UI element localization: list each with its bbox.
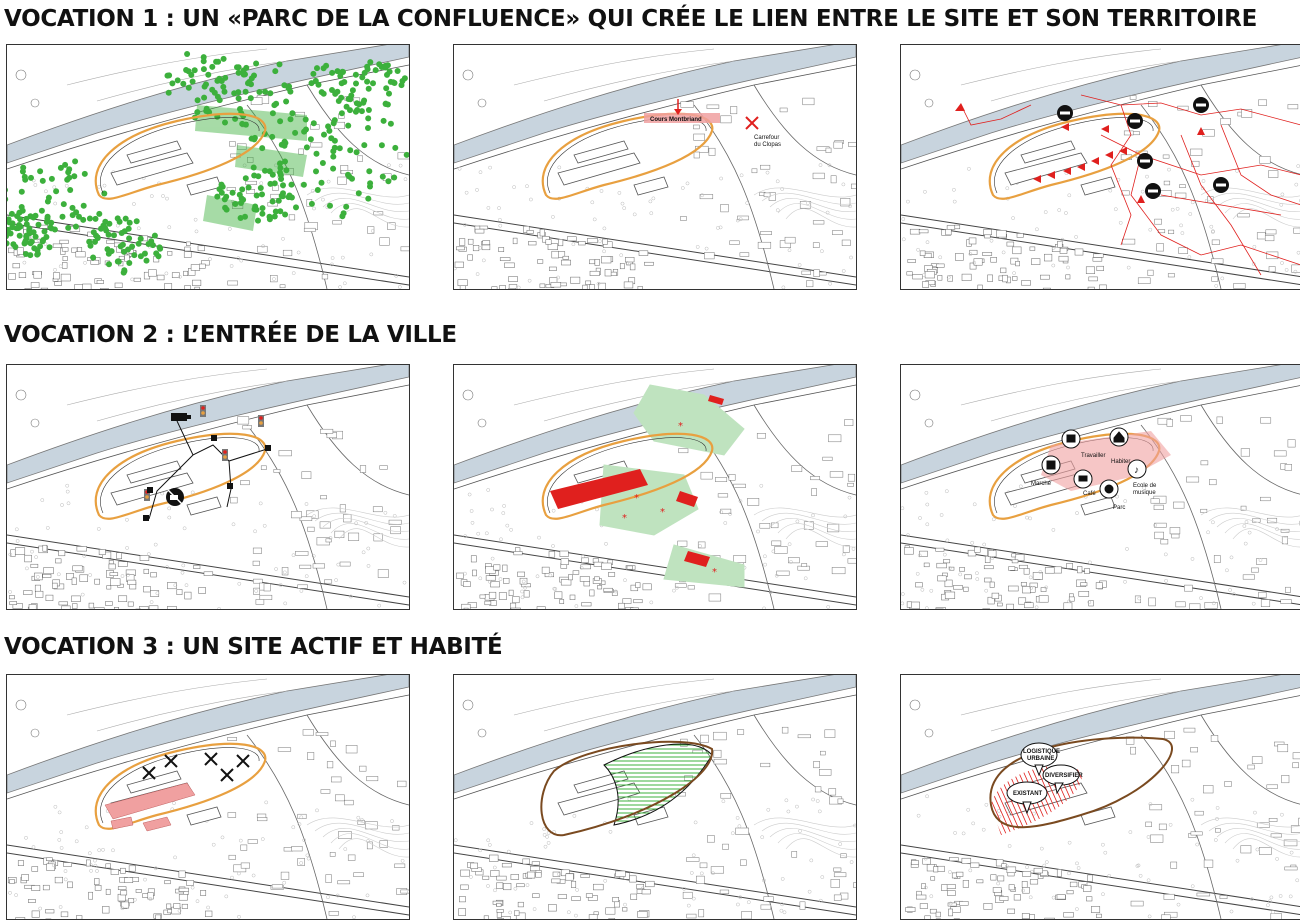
label-ecole-1: Ecole de (1133, 483, 1157, 489)
map-svg (7, 45, 409, 289)
map-svg (7, 675, 409, 919)
label-parc: Parc (1113, 505, 1126, 511)
svg-text:*: * (660, 507, 665, 518)
map-svg (901, 675, 1300, 919)
label-travailler: Travailler (1081, 453, 1106, 459)
base-map (454, 45, 856, 289)
panel-2-2-program (453, 364, 857, 610)
label-cours-montbriand: Cours Montbriand (650, 117, 702, 123)
label-carrefour-1: Carrefour (754, 135, 780, 141)
panel-2-1-traffic (6, 364, 410, 610)
title-vocation-2: VOCATION 2 : L’ENTRÉE DE LA VILLE (4, 322, 457, 348)
svg-text:*: * (678, 421, 683, 432)
base-map (901, 45, 1300, 289)
panel-1-3-paths (900, 44, 1300, 290)
panel-1-2-access (453, 44, 857, 290)
map-svg (454, 45, 856, 289)
label-cafe: Café (1083, 491, 1096, 497)
label-logistique-2: URBAINE (1027, 756, 1055, 762)
map-svg (454, 675, 856, 919)
label-habiter: Habiter (1111, 459, 1131, 465)
label-carrefour-2: du Clopas (754, 142, 782, 148)
base-map (901, 675, 1300, 919)
panel-3-2-hatched (453, 674, 857, 920)
panel-3-3-programs (900, 674, 1300, 920)
panel-3-1-existing (6, 674, 410, 920)
no-entry-icons (1057, 97, 1229, 199)
label-marche: Marché (1031, 481, 1052, 487)
label-diversifier: DIVERSIFIER (1045, 773, 1083, 779)
svg-text:*: * (622, 513, 627, 524)
base-map (7, 675, 409, 919)
panel-2-3-uses (900, 364, 1300, 610)
map-svg (901, 365, 1300, 609)
label-existant: EXISTANT (1013, 791, 1043, 797)
label-ecole-2: musique (1133, 490, 1156, 496)
pink-existing-buildings (105, 783, 195, 831)
base-map (7, 365, 409, 609)
map-svg (454, 365, 856, 609)
panel-1-1-trees (6, 44, 410, 290)
svg-text:♪: ♪ (1134, 465, 1139, 476)
map-svg (901, 45, 1300, 289)
svg-text:*: * (634, 493, 639, 504)
label-logistique-1: LOGISTIQUE (1023, 749, 1061, 755)
map-svg (7, 365, 409, 609)
no-truck-icon (166, 488, 184, 506)
svg-text:*: * (712, 567, 717, 578)
title-vocation-3: VOCATION 3 : UN SITE ACTIF ET HABITÉ (4, 634, 503, 660)
title-vocation-1: VOCATION 1 : UN «PARC DE LA CONFLUENCE» QUI CRÉE LE LIEN ENTRE LE SITE ET SON TERRITOIRE (4, 6, 1257, 32)
carrefour-x-marker (746, 117, 758, 129)
